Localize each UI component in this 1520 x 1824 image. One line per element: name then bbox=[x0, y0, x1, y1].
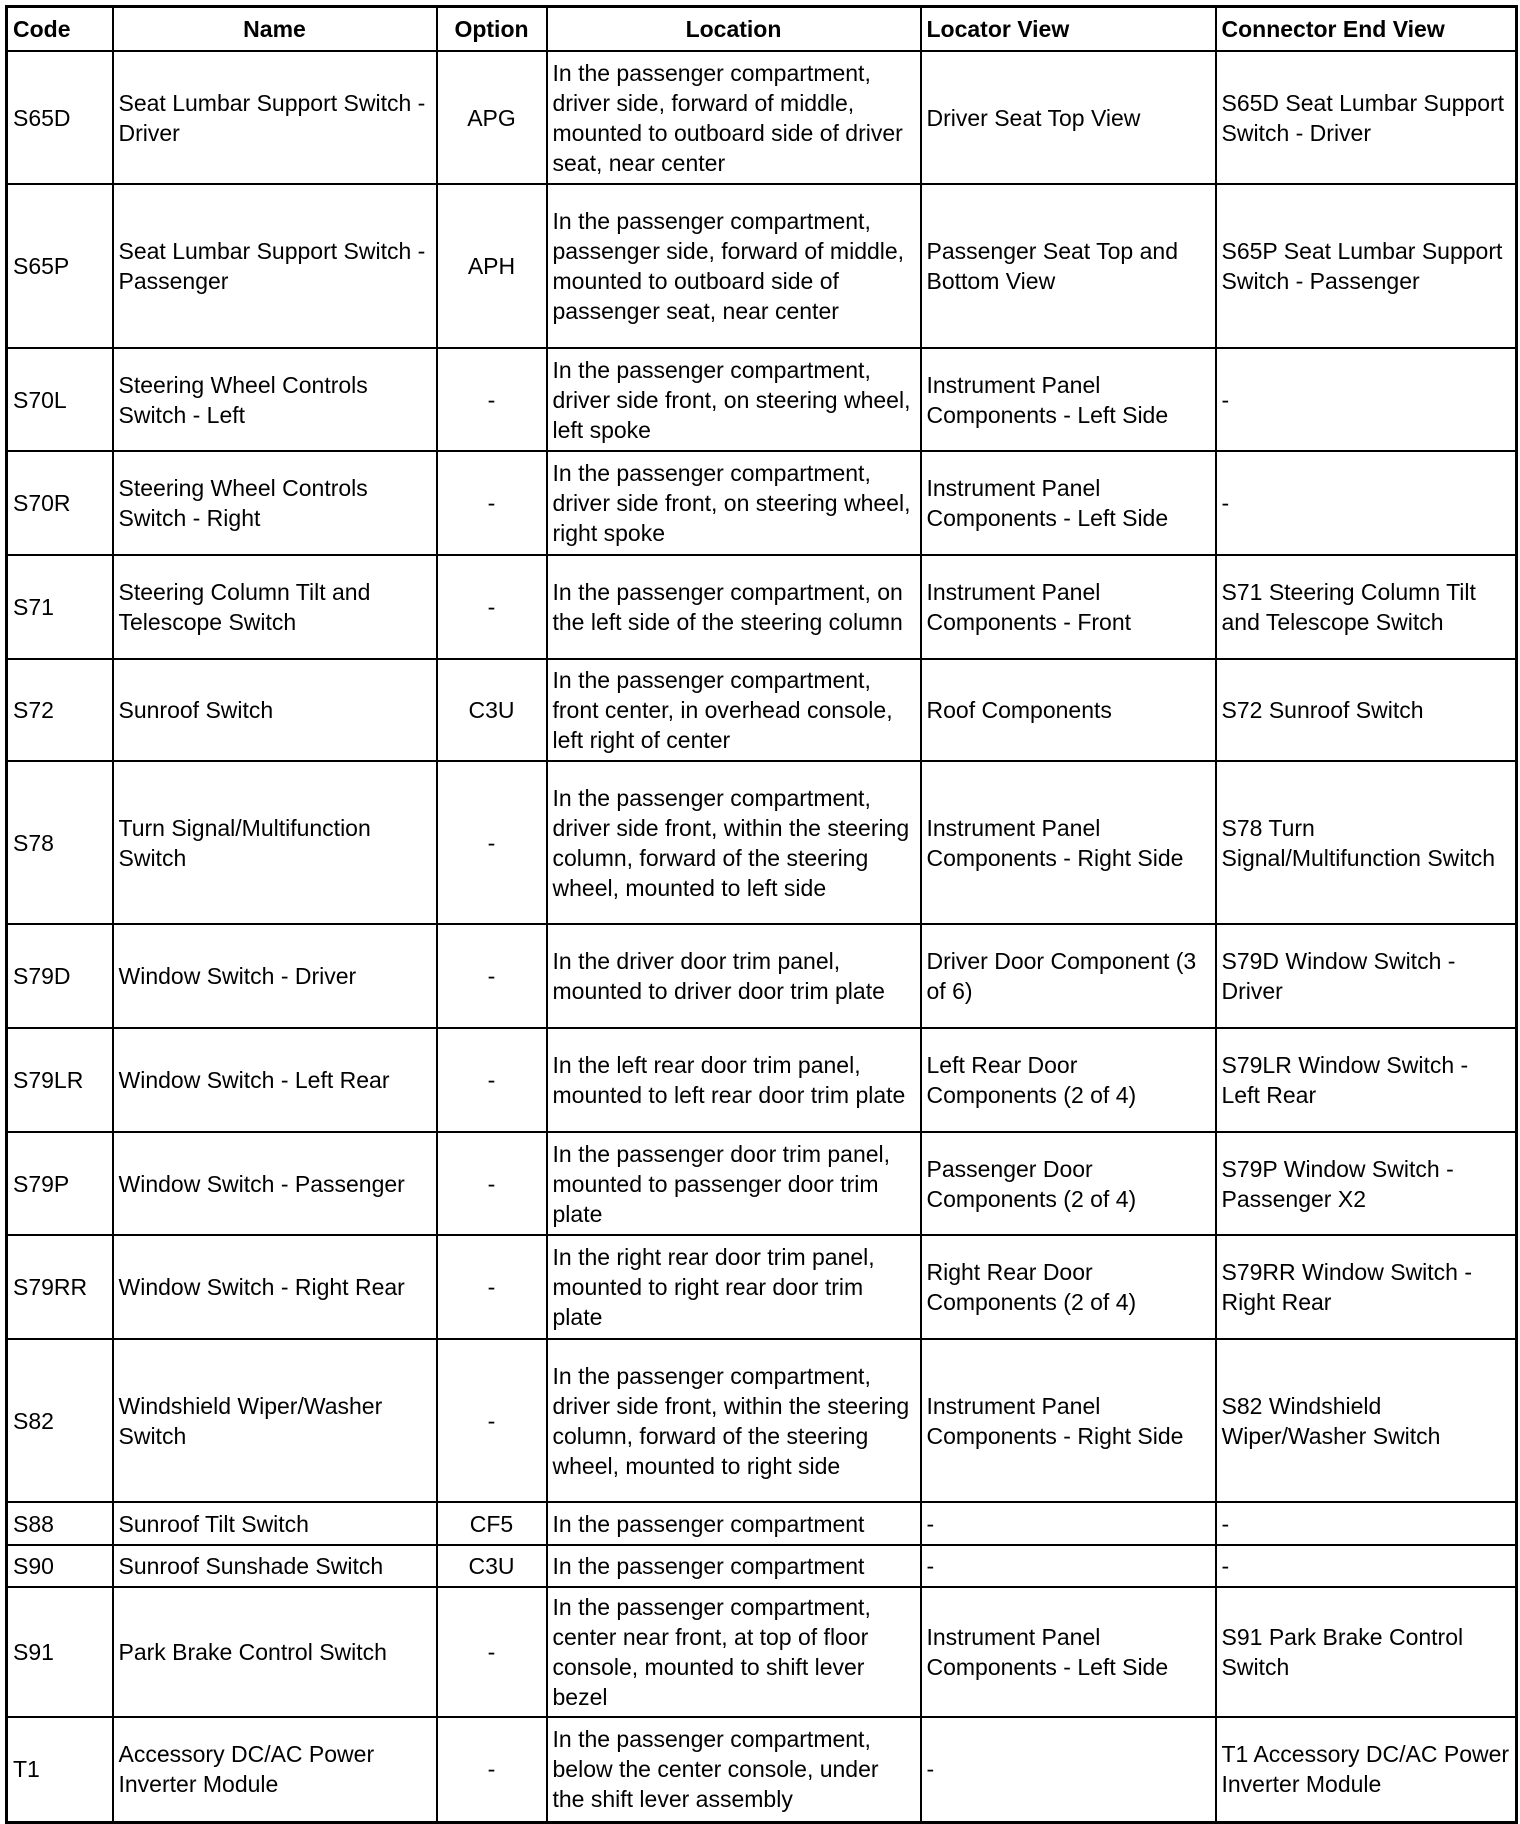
locator-view-cell: Roof Components bbox=[921, 659, 1216, 761]
table-row bbox=[7, 1545, 1517, 1587]
header-option: Option bbox=[437, 7, 547, 52]
name-cell: Sunroof Sunshade Switch bbox=[113, 1545, 437, 1587]
connector-end-view-cell: S82 Windshield Wiper/Washer Switch bbox=[1216, 1339, 1517, 1502]
connector-end-view-cell: - bbox=[1216, 348, 1517, 451]
location-cell: In the driver door trim panel, mounted to driver door trim plate bbox=[547, 924, 921, 1028]
name-cell: Window Switch - Passenger bbox=[113, 1132, 437, 1235]
option-cell: - bbox=[437, 1717, 547, 1822]
connector-end-view-cell: S79LR Window Switch - Left Rear bbox=[1216, 1028, 1517, 1132]
table-row bbox=[7, 451, 1517, 555]
name-cell: Steering Column Tilt and Telescope Switch bbox=[113, 555, 437, 659]
name-cell: Seat Lumbar Support Switch - Driver bbox=[113, 51, 437, 184]
location-cell: In the passenger compartment bbox=[547, 1502, 921, 1545]
location-cell: In the passenger compartment, on the left side of the steering column bbox=[547, 555, 921, 659]
code-cell: T1 bbox=[7, 1717, 113, 1822]
connector-end-view-cell: - bbox=[1216, 1502, 1517, 1545]
code-cell: S78 bbox=[7, 761, 113, 924]
option-cell: - bbox=[437, 1339, 547, 1502]
connector-end-view-cell: S79D Window Switch - Driver bbox=[1216, 924, 1517, 1028]
code-cell: S79LR bbox=[7, 1028, 113, 1132]
table-row bbox=[7, 348, 1517, 451]
name-cell: Sunroof Switch bbox=[113, 659, 437, 761]
locator-view-cell: Left Rear Door Components (2 of 4) bbox=[921, 1028, 1216, 1132]
connector-end-view-cell: T1 Accessory DC/AC Power Inverter Module bbox=[1216, 1717, 1517, 1822]
locator-view-cell: Instrument Panel Components - Front bbox=[921, 555, 1216, 659]
name-cell: Accessory DC/AC Power Inverter Module bbox=[113, 1717, 437, 1822]
table-row bbox=[7, 51, 1517, 184]
option-cell: APH bbox=[437, 184, 547, 348]
code-cell: S72 bbox=[7, 659, 113, 761]
name-cell: Steering Wheel Controls Switch - Right bbox=[113, 451, 437, 555]
name-cell: Windshield Wiper/Washer Switch bbox=[113, 1339, 437, 1502]
table-row bbox=[7, 924, 1517, 1028]
name-cell: Steering Wheel Controls Switch - Left bbox=[113, 348, 437, 451]
locator-view-cell: Passenger Door Components (2 of 4) bbox=[921, 1132, 1216, 1235]
location-cell: In the passenger compartment, driver side front, within the steering column, forward of the steering wheel, mounted to left side bbox=[547, 761, 921, 924]
header-code: Code bbox=[7, 7, 113, 52]
table-row bbox=[7, 1235, 1517, 1339]
table-row bbox=[7, 659, 1517, 761]
table-row bbox=[7, 761, 1517, 924]
code-cell: S90 bbox=[7, 1545, 113, 1587]
header-locator-view: Locator View bbox=[921, 7, 1216, 52]
table-row bbox=[7, 555, 1517, 659]
locator-view-cell: Driver Door Component (3 of 6) bbox=[921, 924, 1216, 1028]
name-cell: Park Brake Control Switch bbox=[113, 1587, 437, 1717]
location-cell: In the passenger compartment, below the center console, under the shift lever assembly bbox=[547, 1717, 921, 1822]
header-row bbox=[7, 7, 1517, 52]
option-cell: C3U bbox=[437, 1545, 547, 1587]
locator-view-cell: - bbox=[921, 1502, 1216, 1545]
name-cell: Window Switch - Left Rear bbox=[113, 1028, 437, 1132]
option-cell: - bbox=[437, 1235, 547, 1339]
locator-view-cell: Instrument Panel Components - Right Side bbox=[921, 761, 1216, 924]
connector-end-view-cell: S79P Window Switch - Passenger X2 bbox=[1216, 1132, 1517, 1235]
option-cell: C3U bbox=[437, 659, 547, 761]
location-cell: In the left rear door trim panel, mounted to left rear door trim plate bbox=[547, 1028, 921, 1132]
code-cell: S65D bbox=[7, 51, 113, 184]
table-row bbox=[7, 1339, 1517, 1502]
table-row bbox=[7, 1028, 1517, 1132]
connector-end-view-cell: - bbox=[1216, 1545, 1517, 1587]
locator-view-cell: Instrument Panel Components - Right Side bbox=[921, 1339, 1216, 1502]
option-cell: - bbox=[437, 924, 547, 1028]
component-locator-table bbox=[5, 5, 1518, 1824]
code-cell: S71 bbox=[7, 555, 113, 659]
table-row bbox=[7, 1132, 1517, 1235]
locator-view-cell: Right Rear Door Components (2 of 4) bbox=[921, 1235, 1216, 1339]
locator-view-cell: Instrument Panel Components - Left Side bbox=[921, 451, 1216, 555]
location-cell: In the passenger compartment, front center, in overhead console, left right of center bbox=[547, 659, 921, 761]
locator-view-cell: - bbox=[921, 1545, 1216, 1587]
header-name: Name bbox=[113, 7, 437, 52]
location-cell: In the passenger compartment, passenger side, forward of middle, mounted to outboard side of passenger seat, near center bbox=[547, 184, 921, 348]
name-cell: Seat Lumbar Support Switch - Passenger bbox=[113, 184, 437, 348]
option-cell: - bbox=[437, 1028, 547, 1132]
locator-view-cell: Passenger Seat Top and Bottom View bbox=[921, 184, 1216, 348]
table-row bbox=[7, 1717, 1517, 1822]
header-connector-end-view: Connector End View bbox=[1216, 7, 1517, 52]
code-cell: S79P bbox=[7, 1132, 113, 1235]
code-cell: S65P bbox=[7, 184, 113, 348]
connector-end-view-cell: S79RR Window Switch - Right Rear bbox=[1216, 1235, 1517, 1339]
option-cell: - bbox=[437, 348, 547, 451]
name-cell: Window Switch - Driver bbox=[113, 924, 437, 1028]
code-cell: S79RR bbox=[7, 1235, 113, 1339]
option-cell: - bbox=[437, 451, 547, 555]
location-cell: In the passenger compartment, driver side front, within the steering column, forward of the steering wheel, mounted to right side bbox=[547, 1339, 921, 1502]
table-row bbox=[7, 1587, 1517, 1717]
connector-end-view-cell: S91 Park Brake Control Switch bbox=[1216, 1587, 1517, 1717]
locator-view-cell: Driver Seat Top View bbox=[921, 51, 1216, 184]
location-cell: In the passenger compartment, driver side, forward of middle, mounted to outboard side of driver seat, near center bbox=[547, 51, 921, 184]
name-cell: Window Switch - Right Rear bbox=[113, 1235, 437, 1339]
option-cell: - bbox=[437, 1587, 547, 1717]
connector-end-view-cell: - bbox=[1216, 451, 1517, 555]
option-cell: - bbox=[437, 761, 547, 924]
location-cell: In the passenger door trim panel, mounted to passenger door trim plate bbox=[547, 1132, 921, 1235]
connector-end-view-cell: S65D Seat Lumbar Support Switch - Driver bbox=[1216, 51, 1517, 184]
code-cell: S70L bbox=[7, 348, 113, 451]
location-cell: In the passenger compartment, driver side front, on steering wheel, left spoke bbox=[547, 348, 921, 451]
locator-view-cell: - bbox=[921, 1717, 1216, 1822]
connector-end-view-cell: S65P Seat Lumbar Support Switch - Passenger bbox=[1216, 184, 1517, 348]
option-cell: APG bbox=[437, 51, 547, 184]
code-cell: S82 bbox=[7, 1339, 113, 1502]
code-cell: S79D bbox=[7, 924, 113, 1028]
location-cell: In the right rear door trim panel, mounted to right rear door trim plate bbox=[547, 1235, 921, 1339]
connector-end-view-cell: S71 Steering Column Tilt and Telescope Switch bbox=[1216, 555, 1517, 659]
locator-view-cell: Instrument Panel Components - Left Side bbox=[921, 1587, 1216, 1717]
name-cell: Sunroof Tilt Switch bbox=[113, 1502, 437, 1545]
location-cell: In the passenger compartment, driver side front, on steering wheel, right spoke bbox=[547, 451, 921, 555]
option-cell: - bbox=[437, 555, 547, 659]
option-cell: CF5 bbox=[437, 1502, 547, 1545]
locator-view-cell: Instrument Panel Components - Left Side bbox=[921, 348, 1216, 451]
connector-end-view-cell: S72 Sunroof Switch bbox=[1216, 659, 1517, 761]
location-cell: In the passenger compartment bbox=[547, 1545, 921, 1587]
header-location: Location bbox=[547, 7, 921, 52]
location-cell: In the passenger compartment, center near front, at top of floor console, mounted to shift lever bezel bbox=[547, 1587, 921, 1717]
code-cell: S88 bbox=[7, 1502, 113, 1545]
code-cell: S91 bbox=[7, 1587, 113, 1717]
option-cell: - bbox=[437, 1132, 547, 1235]
connector-end-view-cell: S78 Turn Signal/Multifunction Switch bbox=[1216, 761, 1517, 924]
table-row bbox=[7, 184, 1517, 348]
code-cell: S70R bbox=[7, 451, 113, 555]
name-cell: Turn Signal/Multifunction Switch bbox=[113, 761, 437, 924]
table-row bbox=[7, 1502, 1517, 1545]
